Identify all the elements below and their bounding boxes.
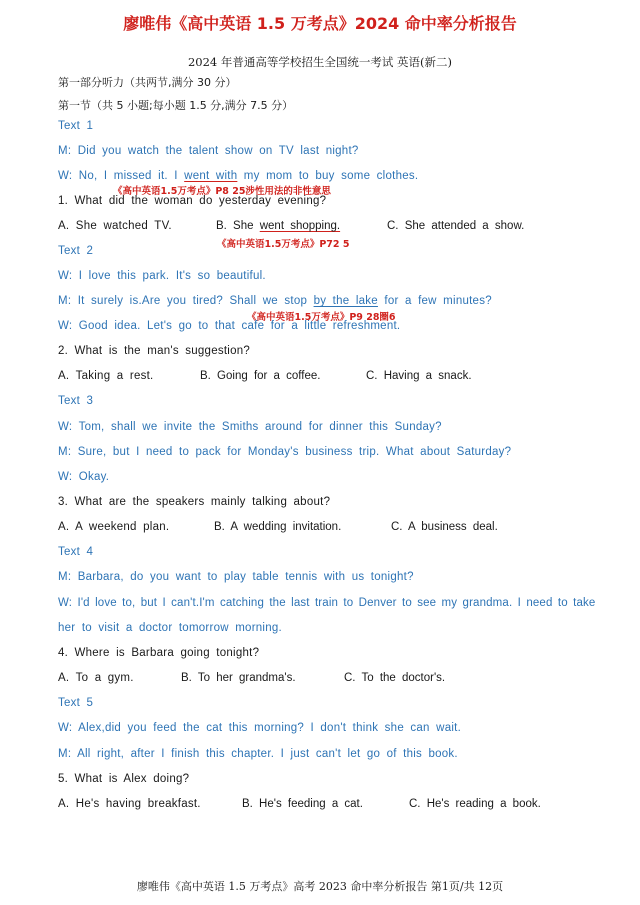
text-label: Text 3 [58, 395, 94, 407]
option-a: A. A weekend plan. [58, 521, 170, 533]
dialogue-line: M: Did you watch the talent show on TV last night? [58, 145, 359, 157]
exam-subtitle: 2024 年普通高等学校招生全国统一考试 英语(新二) [187, 55, 453, 69]
question: 1. What did the woman do yesterday evening? [58, 195, 327, 207]
dialogue-line: W: Okay. [58, 471, 110, 483]
option-b: B. He's feeding a cat. [242, 798, 363, 810]
option-c: C. She attended a show. [387, 220, 525, 232]
option-c: C. To the doctor's. [344, 672, 446, 684]
option-b [216, 220, 340, 232]
option-a: A. She watched TV. [58, 220, 172, 232]
section-heading: 第一节（共 5 小题;每小题 1.5 分,满分 7.5 分） [58, 99, 294, 112]
option-text: B. She [216, 220, 260, 232]
dialogue-line [58, 295, 492, 307]
dialogue-line: W: I'd love to, but I can't.I'm catching the last train to Denver to see my grandma. I need to take [58, 597, 596, 609]
option-c: C. Having a snack. [366, 370, 472, 382]
reference-note: 《高中英语1.5万考点》P8 25涉性用法的非性意思 [113, 186, 331, 197]
text-label: Text 5 [58, 697, 94, 709]
option-b: B. To her grandma's. [181, 672, 296, 684]
text-label: Text 1 [58, 120, 94, 132]
reference-note: 《高中英语1.5万考点》P72 5 [217, 239, 350, 250]
page-footer: 廖唯伟《高中英语 1.5 万考点》高考 2023 命中率分析报告 第1页/共 12页 [136, 880, 504, 893]
dialogue-text: M: It surely is.Are you tired? Shall we stop [58, 295, 314, 307]
option-c: C. He's reading a book. [409, 798, 541, 810]
text-label: Text 4 [58, 546, 94, 558]
highlighted-phrase: by the lake [313, 295, 378, 307]
dialogue-line: W: Good idea. Let's go to that cafe for a little refreshment. [58, 320, 401, 332]
highlighted-phrase: went shopping. [259, 220, 341, 232]
option-a: A. He's having breakfast. [58, 798, 201, 810]
dialogue-line: M: All right, after I finish this chapter. I just can't let go of this book. [58, 748, 458, 760]
question: 5. What is Alex doing? [58, 773, 190, 785]
dialogue-line: W: I love this park. It's so beautiful. [58, 270, 266, 282]
option-a: A. To a gym. [58, 672, 134, 684]
dialogue-text: my mom to buy some clothes. [237, 170, 419, 182]
dialogue-text: for a few minutes? [377, 295, 492, 307]
option-c: C. A business deal. [391, 521, 498, 533]
dialogue-line: M: Barbara, do you want to play table tennis with us tonight? [58, 571, 414, 583]
question: 3. What are the speakers mainly talking about? [58, 496, 331, 508]
dialogue-line: M: Sure, but I need to pack for Monday's business trip. What about Saturday? [58, 446, 512, 458]
dialogue-text: W: No, I missed it. I [58, 170, 185, 182]
option-b: B. Going for a coffee. [200, 370, 321, 382]
highlighted-phrase: went with [184, 170, 238, 182]
dialogue-line: W: Alex,did you feed the cat this morning? I don't think she can wait. [58, 722, 462, 734]
reference-note: 《高中英语1.5万考点》P9 28圈6 [247, 312, 396, 323]
part-heading: 第一部分听力（共两节,满分 30 分） [58, 76, 237, 89]
dialogue-line: W: Tom, shall we invite the Smiths around for dinner this Sunday? [58, 421, 442, 433]
question: 4. Where is Barbara going tonight? [58, 647, 260, 659]
text-label: Text 2 [58, 245, 94, 257]
dialogue-line: her to visit a doctor tomorrow morning. [58, 622, 282, 634]
option-b: B. A wedding invitation. [214, 521, 342, 533]
question: 2. What is the man's suggestion? [58, 345, 251, 357]
report-title: 廖唯伟《高中英语 1.5 万考点》2024 命中率分析报告 [123, 14, 517, 33]
option-a: A. Taking a rest. [58, 370, 154, 382]
dialogue-line [58, 170, 418, 182]
